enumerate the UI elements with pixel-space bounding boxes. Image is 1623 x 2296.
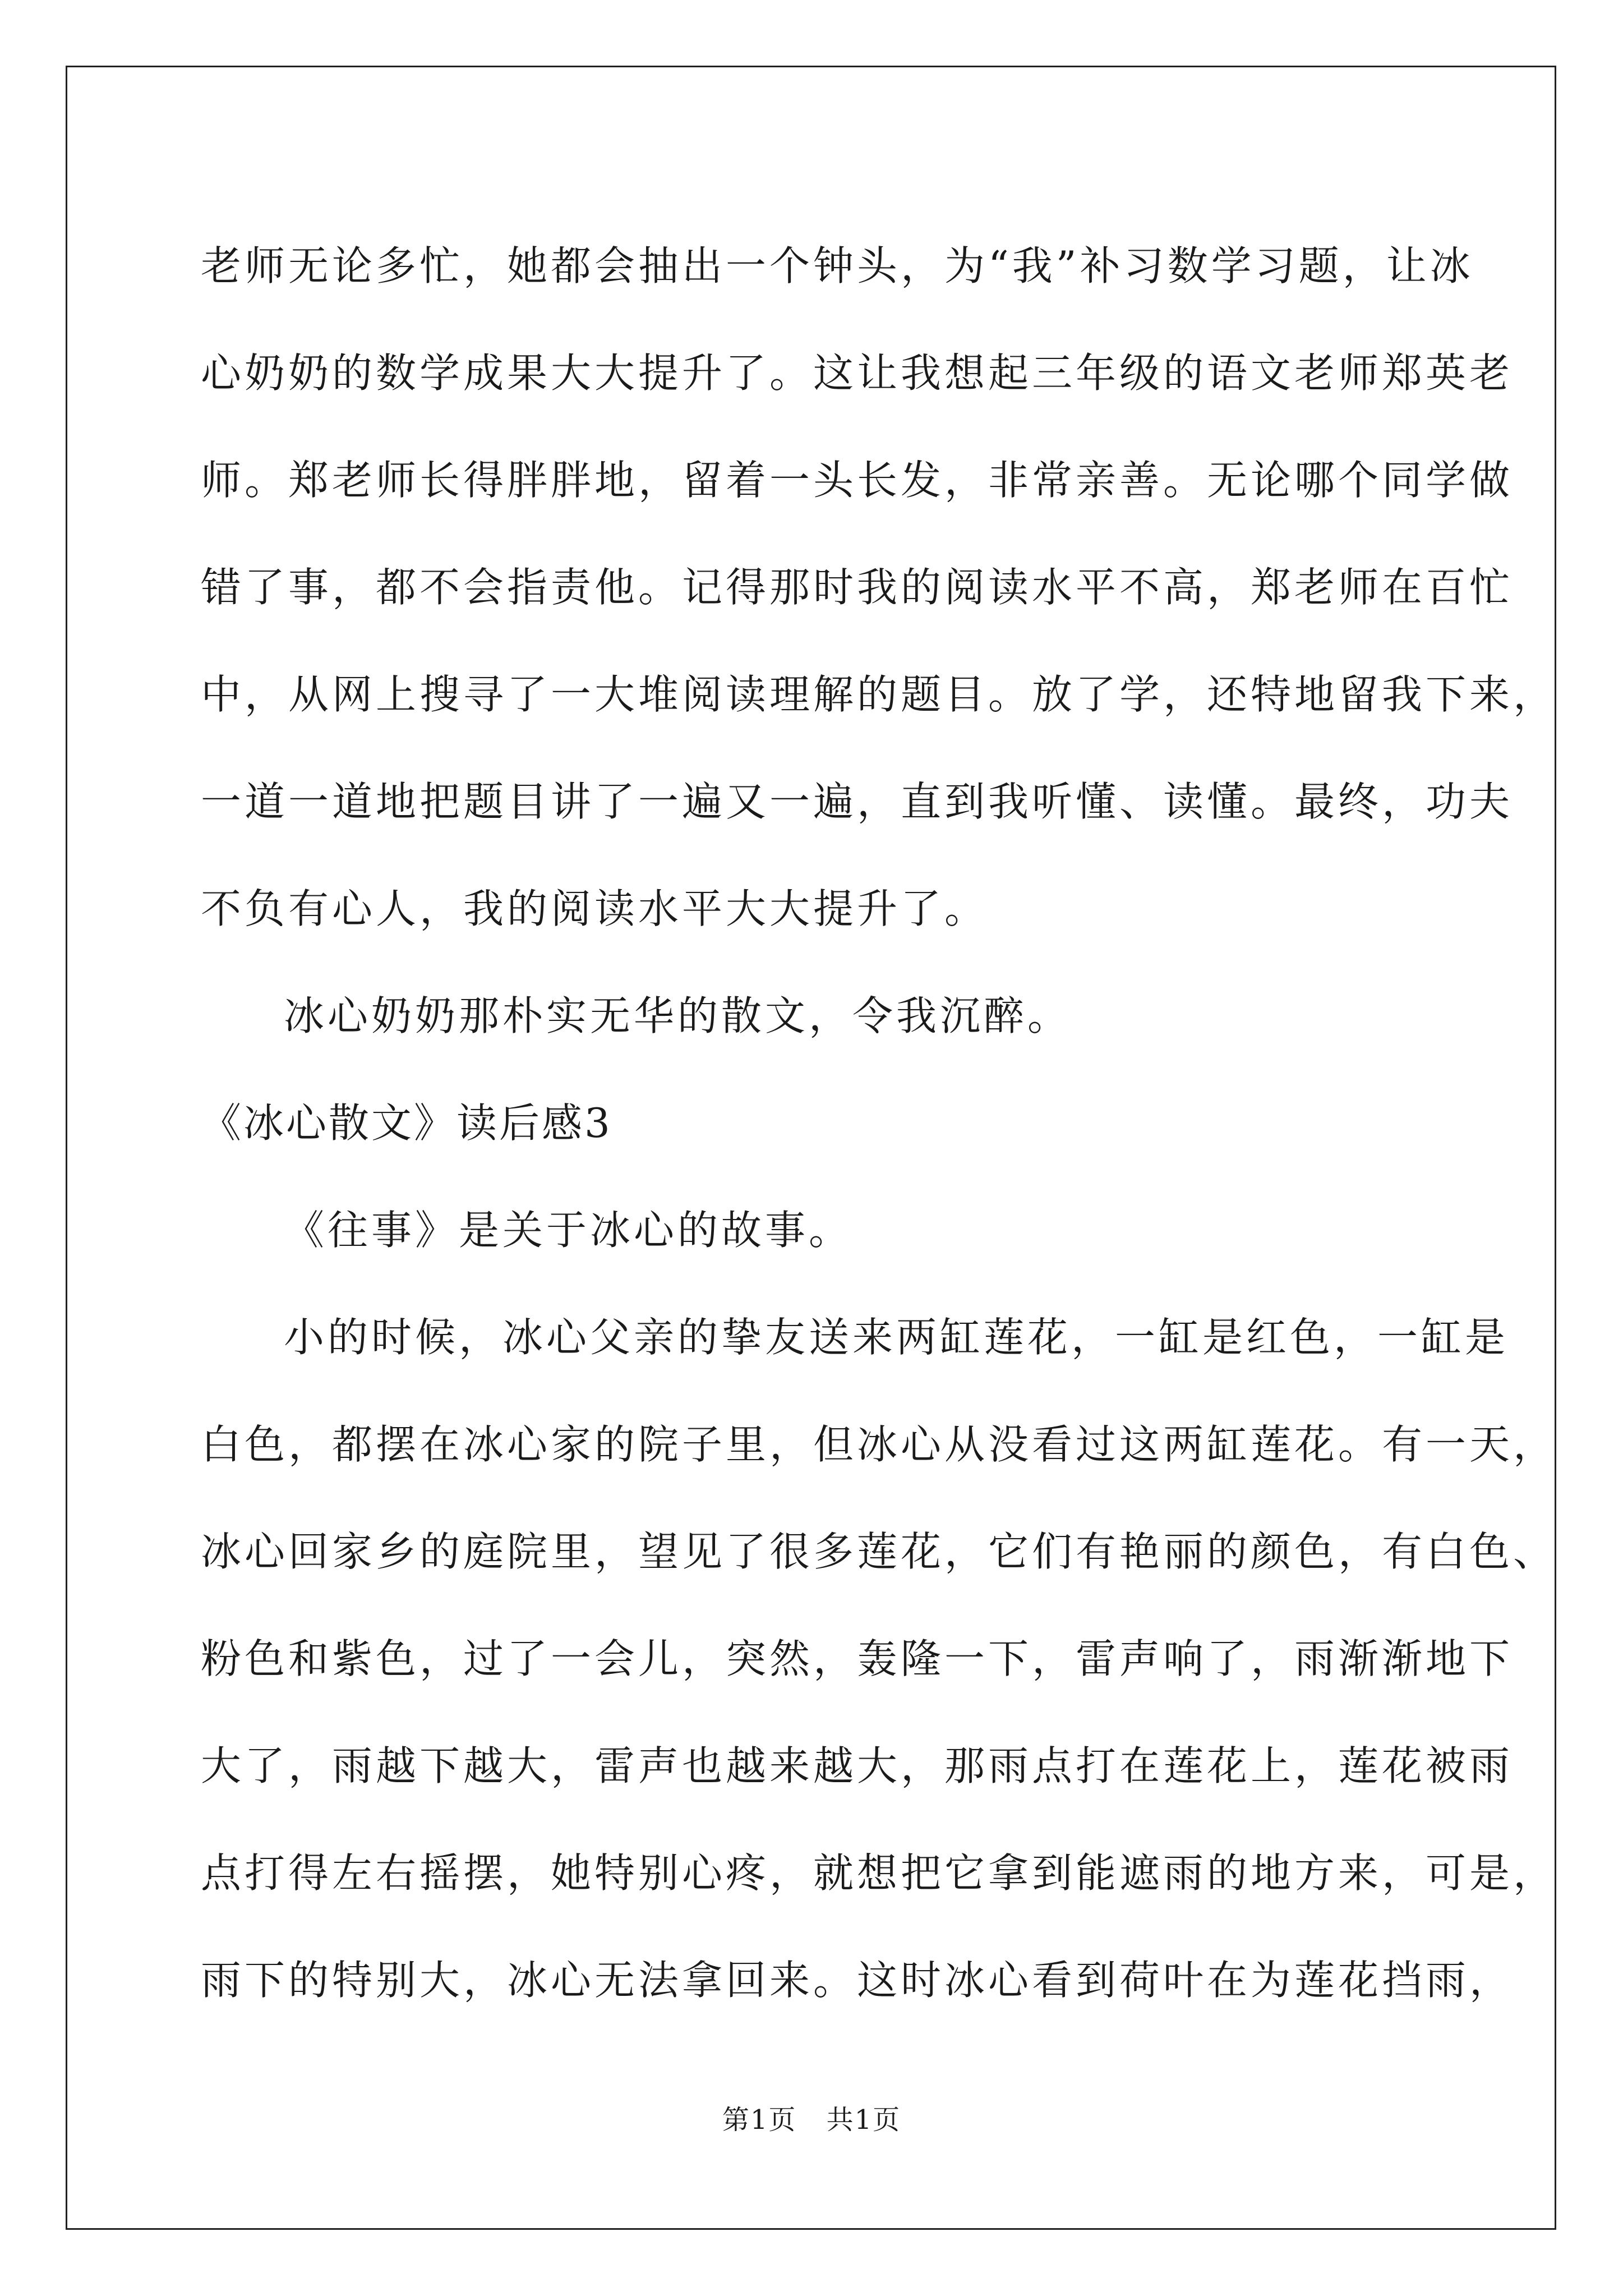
page-footer [0,2098,1623,2137]
text-line: 雨下的特别大，冰心无法拿回来。这时冰心看到荷叶在为莲花挡雨， [201,1956,1514,2004]
section-title: 《冰心散文》读后感3 [201,1099,612,1147]
document-body [201,209,1557,2030]
text-line: 白色，都摆在冰心家的院子里，但冰心从没看过这两缸莲花。有一天， [201,1420,1557,1468]
page-number: 第1页 [722,2104,797,2136]
text-line: 中，从网上搜寻了一大堆阅读理解的题目。放了学，还特地留我下来， [201,670,1557,718]
text-line: 冰心回家乡的庭院里，望见了很多莲花，它们有艳丽的颜色，有白色、 [201,1527,1557,1575]
text-line: 心奶奶的数学成果大大提升了。这让我想起三年级的语文老师郑英老 [201,349,1514,397]
text-line: 老师无论多忙，她都会抽出一个钟头，为“我”补习数学习题，让冰 [201,242,1474,289]
text-line: 不负有心人，我的阅读水平大大提升了。 [201,885,989,932]
paragraph-start: 《往事》是关于冰心的故事。 [284,1206,853,1254]
text-line: 大了，雨越下越大，雷声也越来越大，那雨点打在莲花上，莲花被雨 [201,1742,1514,1789]
paragraph-start: 小的时候，冰心父亲的挚友送来两缸莲花，一缸是红色，一缸是 [284,1313,1509,1361]
text-line: 粉色和紫色，过了一会儿，突然，轰隆一下，雷声响了，雨渐渐地下 [201,1635,1514,1682]
text-line: 点打得左右摇摆，她特别心疼，就想把它拿到能遮雨的地方来，可是， [201,1849,1557,1897]
paragraph-start: 冰心奶奶那朴实无华的散文，令我沉醉。 [284,992,1072,1039]
page-total: 共1页 [826,2104,901,2136]
text-line: 错了事，都不会指责他。记得那时我的阅读水平不高，郑老师在百忙 [201,563,1514,611]
text-line: 一道一道地把题目讲了一遍又一遍，直到我听懂、读懂。最终，功夫 [201,777,1514,825]
text-line: 师。郑老师长得胖胖地，留着一头长发，非常亲善。无论哪个同学做 [201,456,1514,504]
